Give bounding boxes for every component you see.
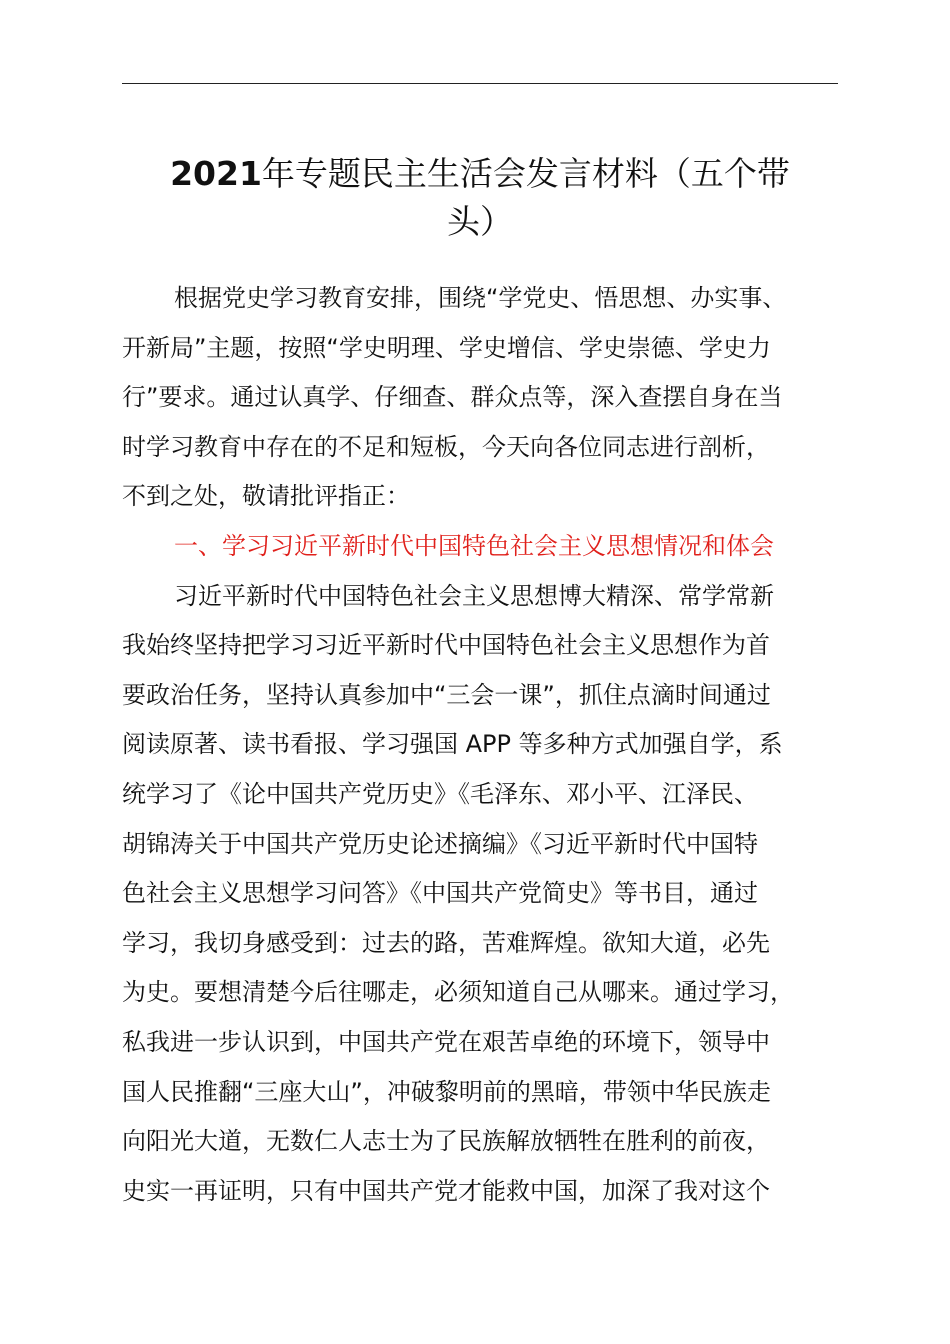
body-text-line: 习近平新时代中国特色社会主义思想博大精深、常学常新 <box>174 581 774 610</box>
title-line-1: 年专题民主生活会发言材料（五个带 <box>261 154 790 193</box>
body-text-line: 根据党史学习教育安排，围绕“学党史、悟思想、办实事、 <box>174 284 787 312</box>
body-text-line: 为史。要想清楚今后往哪走，必须知道自己从哪来。通过学习， <box>122 978 794 1007</box>
body-text-line: 时学习教育中存在的不足和短板，今天向各位同志进行剖析， <box>122 432 770 461</box>
header-rule <box>122 83 838 84</box>
body-text-line: 开新局”主题，按照“学史明理、学史增信、学史崇德、学史力 <box>122 333 771 362</box>
body-text-line: 阅读原著、读书看报、学习强国 APP 等多种方式加强自学，系 <box>122 730 783 759</box>
document-title <box>122 150 838 246</box>
body-text-line: 行”要求。通过认真学、仔细查、群众点等，深入查摆自身在当 <box>122 383 783 412</box>
title-line-2: 头） <box>447 202 513 241</box>
document-body <box>122 278 838 1220</box>
body-text-line: 国人民推翻“三座大山”，冲破黎明前的黑暗，带领中华民族走 <box>122 1077 771 1106</box>
body-text-line: 不到之处，敬请批评指正： <box>122 482 410 511</box>
body-text-line: 色社会主义思想学习问答》《中国共产党简史》等书目，通过 <box>122 879 758 908</box>
body-text-line: 胡锦涛关于中国共产党历史论述摘编》《习近平新时代中国特 <box>122 829 758 858</box>
body-text-line: 要政治任务，坚持认真参加中“三会一课”，抓住点滴时间通过 <box>122 680 771 709</box>
body-text-line: 我始终坚持把学习习近平新时代中国特色社会主义思想作为首 <box>122 631 770 660</box>
body-text-line: 学习，我切身感受到：过去的路，苦难辉煌。欲知大道，必先 <box>122 928 770 957</box>
body-text-line: 统学习了《论中国共产党历史》《毛泽东、邓小平、江泽民、 <box>122 779 758 808</box>
body-text-line: 私我进一步认识到，中国共产党在艰苦卓绝的环境下，领导中 <box>122 1027 770 1056</box>
title-year: 2021 <box>170 154 262 193</box>
body-text-line: 史实一再证明，只有中国共产党才能救中国，加深了我对这个 <box>122 1176 770 1205</box>
body-text-line: 向阳光大道，无数仁人志士为了民族解放牺牲在胜利的前夜， <box>122 1127 770 1156</box>
section-heading: 一、学习习近平新时代中国特色社会主义思想情况和体会 <box>174 531 774 560</box>
